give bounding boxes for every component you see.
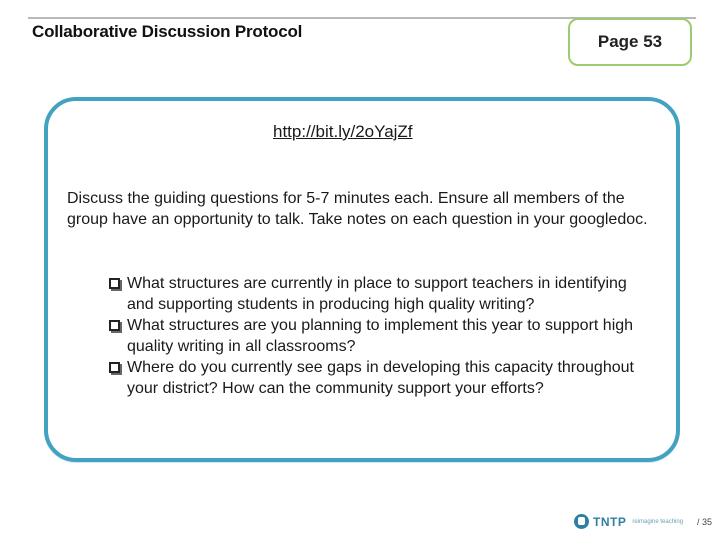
question-list (107, 273, 647, 399)
list-item (107, 357, 647, 399)
list-item (107, 315, 647, 357)
checkbox-bullet-icon (109, 278, 120, 289)
footer (574, 514, 712, 529)
checkbox-bullet-icon (109, 362, 120, 373)
logo-tagline: reimagine teaching (632, 518, 684, 525)
instructions-text: Discuss the guiding questions for 5-7 minutes each. Ensure all members of the group have an opportunity to talk. Take notes on each question in your googledoc. (67, 190, 648, 228)
logo-text: TNTP (593, 514, 627, 529)
list-item (107, 273, 647, 315)
question-text: Where do you currently see gaps in developing this capacity throughout your district? How can the community support your efforts? (127, 359, 634, 397)
checkbox-bullet-icon (109, 320, 120, 331)
page-title: Collaborative Discussion Protocol (32, 22, 303, 41)
tntp-logo-icon (574, 514, 589, 529)
question-text: What structures are currently in place to support teachers in identifying and supporting students in producing high quality writing? (127, 275, 627, 313)
resource-link[interactable]: http://bit.ly/2oYajZf (273, 122, 413, 141)
slide-number: / 35 (697, 516, 713, 527)
page-number-badge: Page 53 (568, 18, 692, 66)
question-text: What structures are you planning to implement this year to support high quality writing in all classrooms? (127, 317, 634, 355)
